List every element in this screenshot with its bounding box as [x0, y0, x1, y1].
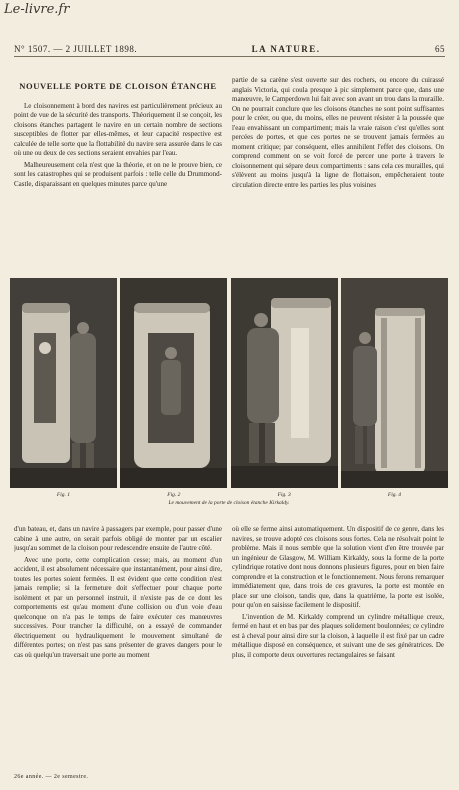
figure-2-label: Fig. 2: [167, 492, 181, 498]
figure-4-label: Fig. 4: [387, 492, 402, 498]
page-footer: 26e année. — 2e semestre.: [14, 774, 89, 780]
article-title: NOUVELLE PORTE DE CLOISON ÉTANCHE: [19, 81, 217, 91]
left-column-top: [14, 76, 222, 262]
header-divider: [14, 56, 445, 57]
paragraph: d'un bateau, et, dans un navire à passagers par exemple, pour passer d'une cabine à une autre, on serait parfois obligé de monter par un escalier jusqu'au sommet de la cloison pour redescendre ensuite de l'autre côté.: [14, 525, 222, 552]
paragraph: Le cloisonnement à bord des navires est particulièrement précieux au point de vue de la sécurité des transports. Théoriquement il se conçoit, les cloisons étanches partagent le navire en un certain nombre de sections susceptibles de flotter par elles-mêmes, et leur capacité respective est calculée de telle sorte que la flottabilité du navire sera assurée dans le cas où une ou deux de ces sections seraient envahies par l'eau.: [14, 101, 222, 157]
figure-caption: Le mouvement de la porte de cloison étanche Kirkaldy.: [168, 500, 290, 506]
page-number: 65: [435, 44, 445, 54]
paragraph: Malheureusement cela n'est que la théorie, et on ne le prouve bien, ce sont les catastrophes qui se produisent parfois : telle celle du Drummond-Castle, disparaissant en quelques minutes parce qu'une: [14, 160, 222, 188]
issue-number: N° 1507. — 2 JUILLET 1898.: [14, 44, 138, 54]
page-header: [14, 44, 445, 54]
paragraph: où elle se ferme ainsi automatiquement. Un dispositif de ce genre, dans les navires, se trouve adopté ces cloisons sous fortes. Cela ne résolvait point le problème. Mais il nous semble que la solution vient d'en être trouvée par un ingénieur de Glasgow, M. William Kirkaldy, sous la forme de la porte cylindrique rotative dont nous donnons plusieurs figures, pour en bien faire comprendre et la construction et le fonctionnement. Nous ferons remarquer immédiatement que, dans trois de ces gravures, la porte est montée en place sur une cloison, tandis que, dans la quatrième, la porte est isolée, pour qu'on en saisisse facilement le dispositif.: [232, 525, 444, 609]
figure-1-label: Fig. 1: [56, 492, 71, 498]
paragraph: partie de sa carène s'est ouverte sur des rochers, ou encore du cuirassé anglais Victoria, qui coula presque à pic simplement parce que, dans une manœuvre, le Camperdown lui fait avec son avant un trou dans la muraille. On ne pourrait conclure que les cloisons étanches ne sont point suffisantes pour le créer, ou que, du moins, elles ne peuvent résister à la poussée que l'eau envahissant un compartiment; mais la vraie raison c'est qu'elles sont percées de portes, et que ces portes ne se trouvent jamais fermées au moment critique; par conséquent, elles annihilent l'effet des cloisons. On comprend comment on se voit forcé de percer une porte à travers le cloisonnement qui sépare deux compartiments : sans cela ces murailles, qui s'élèvent au moins jusqu'à la ligne de flottaison, empêcheraient toute circulation directe entre les parties les plus voisines: [232, 76, 444, 189]
left-column-bottom: [14, 525, 222, 770]
figure-4-photo: [341, 278, 448, 488]
figure-1-photo: [10, 278, 117, 488]
figure-2-photo: [120, 278, 227, 488]
figure-3-label: Fig. 3: [277, 492, 291, 498]
right-column-bottom: [232, 525, 444, 770]
paragraph: Avec une porte, cette complication cesse; mais, au moment d'un accident, il est absolument nécessaire que instantanément, pour ainsi dire, toutes les portes soient fermées. Il est évident que cette condition n'est jamais remplie; si la fermeture doit s'effectuer pour chaque porte isolément et par un personnel instruit, il n'existe pas de ce dont les comportements est qu'au moment d'une collision ou d'un voie d'eau quelconque on n'a pas le temps de faire exécuter ces manœuvres successives. Pour trancher la difficulté, on a essayé de commander électriquement ou hydrauliquement le mouvement simultané de différentes portes; on n'est pas sans présenter de graves dangers pour le cas où quelqu'un traversait une porte au moment: [14, 555, 222, 659]
figure-labels: [10, 492, 448, 498]
watermark-logo: Le-livre.fr: [4, 2, 70, 17]
figure-3-photo: [231, 278, 338, 488]
journal-title: LA NATURE.: [251, 44, 321, 54]
figure-row: [10, 278, 448, 488]
paragraph: L'invention de M. Kirkaldy comprend un cylindre métallique creux, fermé en haut et en bas par des plaques solidement boulonnées; ce cylindre est à cheval pour ainsi dire sur la cloison, à laquelle il est fixé par un cadre métallique disposé en conséquence, et suivant une de ses génératrices. De plus, il comporte deux ouvertures rectangulaires se faisant: [232, 612, 444, 659]
right-column-top: [232, 76, 444, 271]
